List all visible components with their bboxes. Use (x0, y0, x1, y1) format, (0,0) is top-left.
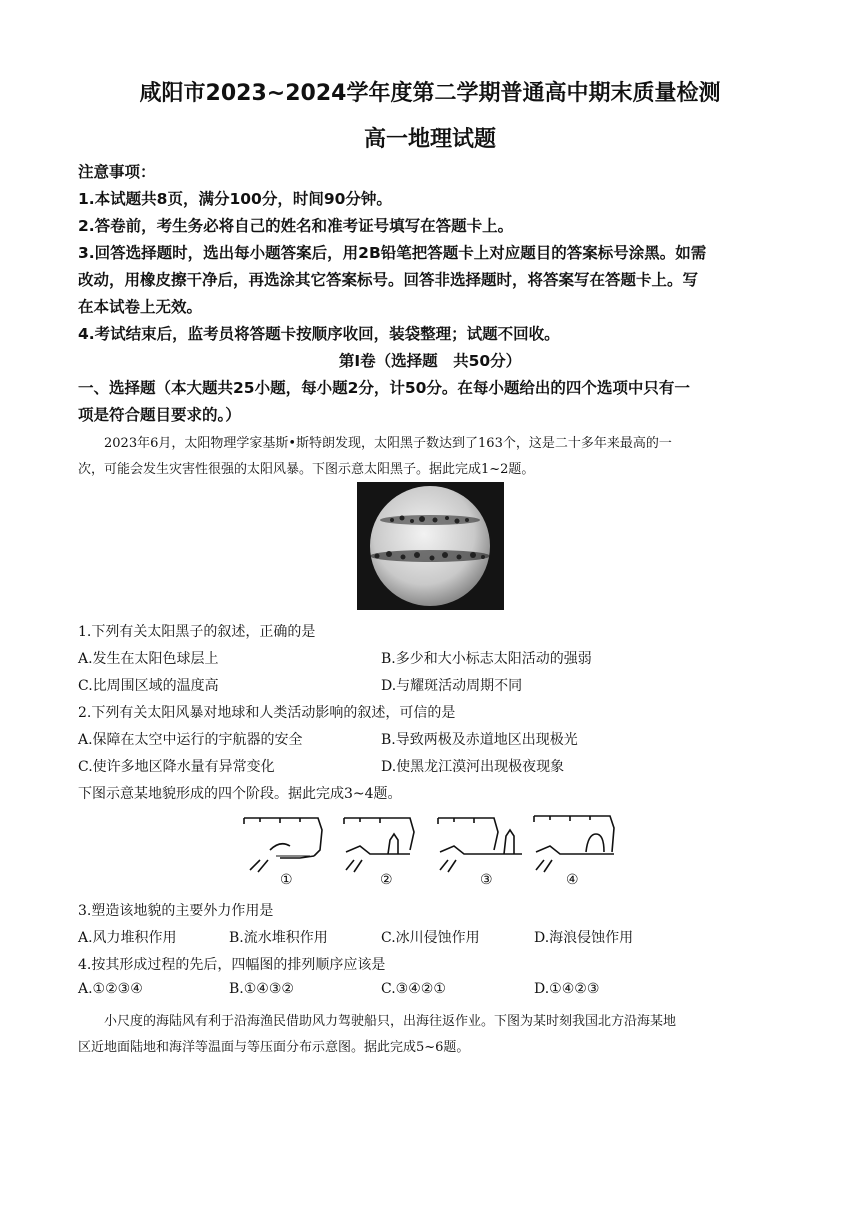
q3-stem: 3.塑造该地貌的主要外力作用是 (78, 903, 274, 919)
q1-option-d[interactable]: D.与耀斑活动周期不同 (381, 678, 523, 694)
exam-title: 咸阳市2023~2024学年度第二学期普通高中期末质量检测 (139, 81, 721, 106)
q4-stem: 4.按其形成过程的先后，四幅图的排列顺序应该是 (78, 957, 386, 973)
q4-option-d[interactable]: D.①④②③ (534, 981, 600, 997)
stage-label-3: ③ (480, 872, 493, 888)
q4-option-c[interactable]: C.③④②① (381, 981, 446, 997)
notice-item-3-cont: 改动，用橡皮擦干净后，再选涂其它答案标号。回答非选择题时，将答案写在答题卡上。写 (78, 271, 699, 289)
section-title: 第Ⅰ卷（选择题 共50分） (338, 352, 522, 370)
passage2: 下图示意某地貌形成的四个阶段。据此完成3~4题。 (78, 786, 402, 802)
passage1-line1: 2023年6月，太阳物理学家基斯•斯特朗发现，太阳黑子数达到了163个，这是二十多年来最高的一 (104, 436, 672, 451)
notice-item-1: 1.本试题共8页，满分100分，时间90分钟。 (78, 190, 392, 208)
q1-stem: 1.下列有关太阳黑子的叙述，正确的是 (78, 624, 316, 640)
q2-option-a[interactable]: A.保障在太空中运行的宇航器的安全 (78, 732, 303, 748)
q1-option-b[interactable]: B.多少和大小标志太阳活动的强弱 (381, 651, 592, 667)
stage-1-drawing (244, 818, 322, 872)
q3-option-b[interactable]: B.流水堆积作用 (229, 930, 328, 946)
notice-item-4: 4.考试结束后，监考员将答题卡按顺序收回，装袋整理；试题不回收。 (78, 325, 560, 343)
exam-subtitle: 高一地理试题 (363, 127, 496, 152)
stage-4-drawing (534, 816, 614, 872)
section-heading-line1: 一、选择题（本大题共25小题，每小题2分，计50分。在每小题给出的四个选项中只有一 (78, 379, 690, 397)
stage-3-drawing (438, 818, 522, 872)
q4-option-a[interactable]: A.①②③④ (78, 981, 143, 997)
notice-item-2: 2.答卷前，考生务必将自己的姓名和准考证号填写在答题卡上。 (78, 217, 514, 235)
notice-heading: 注意事项： (78, 163, 156, 181)
passage3-line2: 区近地面陆地和海洋等温面与等压面分布示意图。据此完成5~6题。 (78, 1040, 470, 1055)
section-heading-line2: 项是符合题目要求的。） (78, 406, 241, 424)
stage-label-4: ④ (566, 872, 579, 888)
q2-option-c[interactable]: C.使许多地区降水量有异常变化 (78, 759, 275, 775)
q1-option-a[interactable]: A.发生在太阳色球层上 (78, 651, 219, 667)
q2-option-d[interactable]: D.使黑龙江漠河出现极夜现象 (381, 759, 565, 775)
q3-option-d[interactable]: D.海浪侵蚀作用 (534, 930, 634, 946)
q3-option-a[interactable]: A.风力堆积作用 (78, 930, 177, 946)
q3-option-c[interactable]: C.冰川侵蚀作用 (381, 930, 480, 946)
stage-2-drawing (344, 818, 414, 872)
landform-stages-figure (240, 810, 620, 890)
q2-stem: 2.下列有关太阳风暴对地球和人类活动影响的叙述，可信的是 (78, 705, 456, 721)
notice-item-3-end: 在本试卷上无效。 (78, 298, 203, 316)
passage1-line2: 次，可能会发生灾害性很强的太阳风暴。下图示意太阳黑子。据此完成1~2题。 (78, 462, 535, 477)
q2-option-b[interactable]: B.导致两极及赤道地区出现极光 (381, 732, 578, 748)
passage3-line1: 小尺度的海陆风有利于沿海渔民借助风力驾驶船只，出海往返作业。下图为某时刻我国北方沿海某地 (104, 1014, 677, 1029)
stage-label-2: ② (380, 872, 393, 888)
notice-item-3: 3.回答选择题时，选出每小题答案后，用2B铅笔把答题卡上对应题目的答案标号涂黑。如需 (78, 244, 707, 262)
q4-option-b[interactable]: B.①④③② (229, 981, 294, 997)
q1-option-c[interactable]: C.比周围区域的温度高 (78, 678, 219, 694)
stage-label-1: ① (280, 872, 293, 888)
sunspot-image (357, 482, 504, 610)
